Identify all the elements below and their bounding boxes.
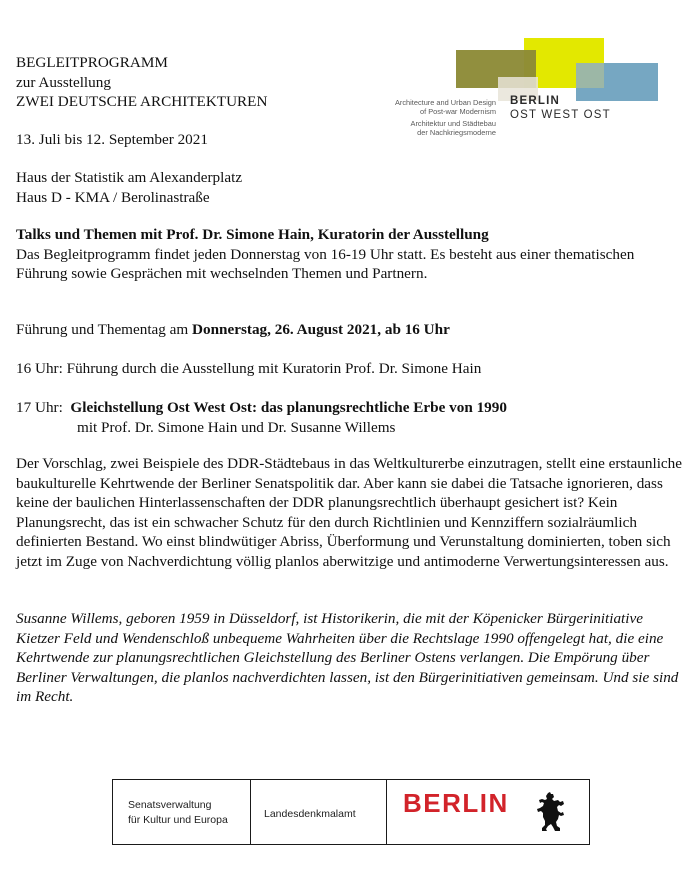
footer-berlin-cell [387, 780, 511, 844]
exhibition-title: ZWEI DEUTSCHE ARCHITEKTUREN [16, 93, 268, 110]
footer-monument-office: Landesdenkmalamt [264, 808, 356, 820]
logo-brand-ost-west-ost: OST WEST OST [510, 109, 611, 121]
event-item-1: 16 Uhr: Führung durch die Ausstellung mit Kuratorin Prof. Dr. Simone Hain [16, 360, 482, 377]
event-date-prefix: Führung und Thementag am [16, 321, 193, 338]
footer-senate-line-2: für Kultur und Europa [128, 814, 228, 826]
footer-monument-cell [251, 780, 387, 844]
logo-subtitle-de-2: der Nachkriegsmoderne [417, 128, 496, 138]
exhibition-dates: 13. Juli bis 12. September 2021 [16, 131, 208, 148]
body-paragraph-2: Susanne Willems, geboren 1959 in Düsseldorf, ist Historikerin, die mit der Köpenicker Bürgerinitiative Kietzer Feld und Wendenschloß unbequeme Wahrheiten über die Rechtslage 1990 offengelegt hat, die eine Kehrtwende zur planungsrechtlichen Gleichstellung des Berliner Ostens verlangen. Die Empörung über Berliner Verwaltungen, die planlos nachverdichten lassen, ist den Bürgerinitiativen gemeinsam. Und sie sind im Recht. [16, 610, 679, 705]
talks-heading: Talks und Themen mit Prof. Dr. Simone Hain, Kuratorin der Ausstellung [16, 226, 489, 243]
venue-line-1: Haus der Statistik am Alexanderplatz [16, 169, 243, 186]
talks-intro: Das Begleitprogramm findet jeden Donnerstag von 16-19 Uhr statt. Es besteht aus einer thematischen Führung sowie Gesprächen mit wechselnden Themen und Partnern. [16, 245, 635, 282]
program-title: BEGLEITPROGRAMM [16, 54, 168, 71]
logo-subtitle-en-1: Architecture and Urban Design [394, 98, 496, 107]
logo-subtitle-de-1: Architektur und Städtebau [410, 118, 496, 128]
logo-subtitle [370, 98, 496, 138]
logo-overlap-shade [576, 63, 604, 88]
venue [16, 168, 688, 207]
footer-senate-line-1: Senatsverwaltung [128, 799, 212, 811]
berlin-bear-icon [537, 791, 565, 833]
event-item-2-title-line [16, 398, 688, 418]
logo-subtitle-en-2: of Post-war Modernism [420, 107, 496, 117]
event-item-2-speakers: mit Prof. Dr. Simone Hain und Dr. Susanne Willems [77, 418, 396, 436]
event-item-2-title: Gleichstellung Ost West Ost: das planungsrechtliche Erbe von 1990 [70, 399, 507, 416]
venue-line-2: Haus D - KMA / Berolinastraße [16, 188, 210, 206]
event-item-2-time: 17 Uhr: [16, 399, 71, 416]
event-date [16, 320, 688, 340]
sponsor-footer [112, 779, 590, 845]
footer-senate-cell [113, 780, 251, 844]
exhibition-logo [370, 36, 670, 148]
footer-berlin-wordmark: BERLIN [403, 788, 509, 818]
footer-senate [128, 798, 228, 828]
logo-brand-berlin: BERLIN [510, 95, 561, 107]
event-item-2 [16, 398, 688, 437]
talks-section [16, 225, 688, 284]
body-paragraph-1: Der Vorschlag, zwei Beispiele des DDR-Städtebaus in das Weltkulturerbe einzutragen, stellt eine erstaunliche baukulturelle Kehrtwende der Berliner Senatspolitik dar. Aber kann sie dabei die Tatsache ignorieren, dass keine der baulichen Hinterlassenschaften der DDR planungsrechtlich überhaupt gesichert ist? Kein Planungsrecht, das ist ein schwacher Schutz für den durch Richtlinien und Kennziffern sozialräumlich definierten Bestand. Wo einst blindwütiger Abriss, Überformung und Verunstaltung dominierten, toben sich jetzt im Zuge von Nachverdichtung völlig planlos aberwitzige und antimoderne Verwertungsinteressen aus. [16, 455, 682, 570]
event-date-bold: Donnerstag, 26. August 2021, ab 16 Uhr [192, 321, 450, 338]
footer-bear-cell [511, 780, 589, 844]
program-subtitle: zur Ausstellung [16, 73, 111, 91]
